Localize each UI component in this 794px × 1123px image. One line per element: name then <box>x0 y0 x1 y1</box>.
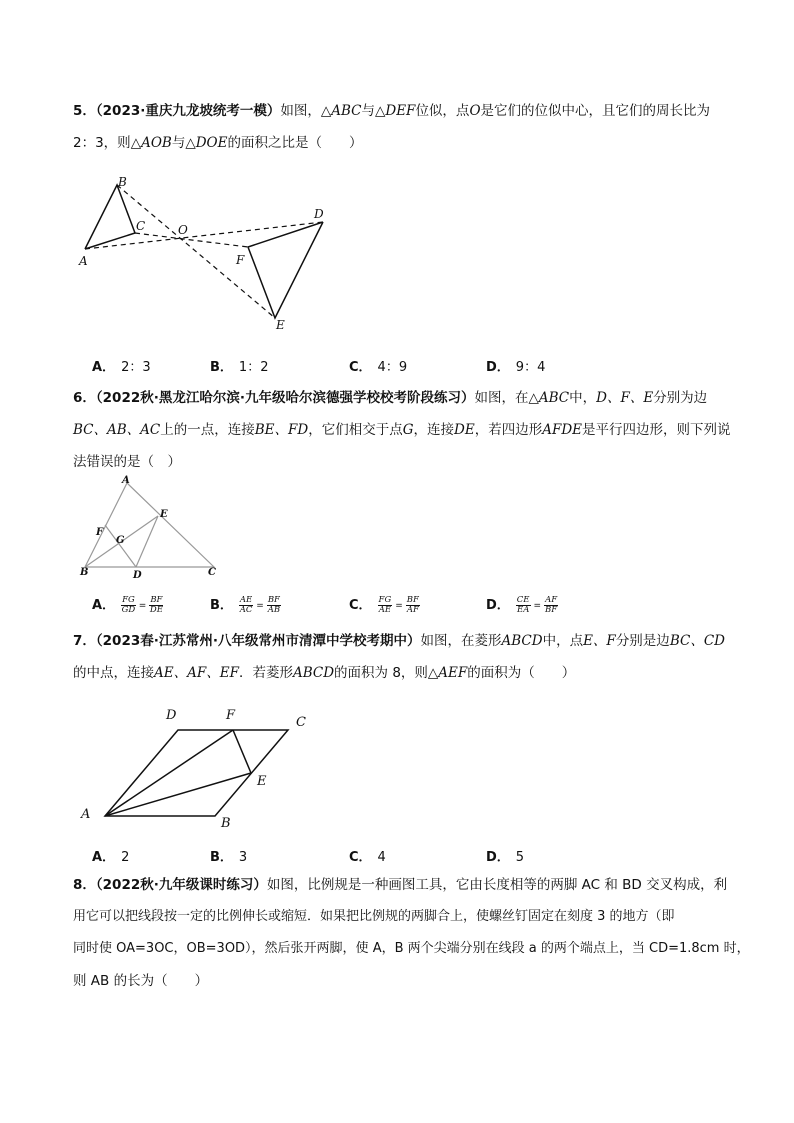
q5-text: 是它们的位似中心，且它们的周长比为 <box>480 103 711 119</box>
numerator: AF <box>545 595 558 605</box>
option-label: D． <box>486 360 510 375</box>
q8-text: 则 AB 的长为（ ） <box>73 973 209 989</box>
q8-text: 用它可以把线段按一定的比例伸长或缩短．如果把比例规的两脚合上，使螺丝钉固定在刻度 3 的地方（即 <box>73 909 675 924</box>
q7-text: 如图，在菱形 <box>420 633 502 649</box>
q8-number: 8． <box>73 877 96 893</box>
q7-rhombus: ABCD <box>292 665 335 681</box>
q5-line-2 <box>73 133 723 153</box>
q7-segment-ae <box>105 773 251 816</box>
q5-dashed-be <box>117 185 275 318</box>
q6-option-a[interactable]: A． $\frac{FG}{GD}$ = $\frac{BF}{DE}$ <box>92 595 163 615</box>
q5-option-d[interactable] <box>486 356 545 375</box>
q6-text: 是平行四边形，则下列说 <box>582 422 731 438</box>
q7-points: E、F <box>583 633 616 649</box>
q5-label-f: F <box>236 253 245 267</box>
q7-label-f: F <box>226 708 236 723</box>
q6-label-g: G <box>116 535 125 546</box>
q5-source: （2023·重庆九龙坡统考一模） <box>95 103 281 119</box>
q7-label-c: C <box>296 715 306 730</box>
q7-number: 7． <box>73 633 96 649</box>
q7-option-a[interactable] <box>92 846 129 865</box>
q6-points: D、F、E <box>596 390 654 406</box>
q5-option-a[interactable] <box>92 356 151 375</box>
q7-text: 中，点 <box>542 633 584 649</box>
q8-line-3 <box>73 939 750 959</box>
q6-segment-de: DE <box>454 422 475 438</box>
q6-label-c: C <box>208 567 216 578</box>
q7-line-1 <box>73 631 723 651</box>
q5-label-a: A <box>79 254 88 268</box>
q5-triangle-abc <box>85 185 135 249</box>
q6-options <box>92 594 692 618</box>
fraction <box>121 596 136 615</box>
q6-point-g: G <box>402 422 414 438</box>
q7-option-d[interactable] <box>486 846 524 865</box>
option-label: C． <box>349 360 372 375</box>
q5-tri-aob: △AOB <box>130 135 172 151</box>
q6-figure <box>75 474 235 584</box>
q7-text: ．若菱形 <box>238 665 293 681</box>
q7-source: （2023春·江苏常州·八年级常州市清潭中学校考期中） <box>95 633 421 649</box>
q8-text: 如图，比例规是一种画图工具，它由长度相等的两脚 AC 和 BD 交叉构成，利 <box>266 877 728 893</box>
numerator: AE <box>239 595 253 605</box>
q5-number: 5． <box>73 103 96 119</box>
q5-dashed-ad <box>85 222 323 249</box>
q6-label-d: D <box>133 570 142 581</box>
numerator: FG <box>122 595 135 605</box>
q5-dashed-cf <box>135 233 248 247</box>
option-label: D． <box>486 850 510 865</box>
q5-line-1 <box>73 101 723 121</box>
q5-text: 位似，点 <box>415 103 470 119</box>
q6-text: 中， <box>569 390 597 406</box>
q5-label-o: O <box>178 223 188 237</box>
q6-tri-abc: △ABC <box>528 390 570 406</box>
fraction <box>239 596 253 615</box>
q5-text: 如图， <box>280 103 321 119</box>
option-label: D． <box>486 598 510 613</box>
option-text: 1：2 <box>238 360 269 375</box>
q5-figure <box>75 172 345 332</box>
q5-label-d: D <box>314 207 324 221</box>
numerator: BF <box>267 595 280 605</box>
q8-text: 同时使 OA=3OC，OB=3OD），然后张开两脚，使 A，B 两个尖端分别在线段 a 的两个端点上，当 CD=1.8cm 时， <box>73 941 750 956</box>
q7-line-2 <box>73 663 723 683</box>
q6-text: 上的一点，连接 <box>160 422 255 438</box>
numerator: BF <box>150 595 163 605</box>
fraction <box>267 596 281 615</box>
q7-sides: BC、CD <box>669 633 725 649</box>
q5-tri-abc: △ABC <box>320 103 362 119</box>
option-text: 2：3 <box>121 360 151 375</box>
q5-tri-doe: △DOE <box>185 135 228 151</box>
numerator: FG <box>378 595 392 605</box>
q6-line-1 <box>73 388 723 408</box>
q5-tri-def: △DEF <box>375 103 416 119</box>
q7-option-c[interactable] <box>349 846 386 865</box>
q6-text: 如图，在 <box>474 390 529 406</box>
q5-text: 的面积之比是（ ） <box>227 135 363 151</box>
q5-label-b: B <box>118 175 127 189</box>
option-text: 3 <box>238 850 248 865</box>
q6-quad-afde: AFDE <box>542 422 582 438</box>
q7-text: 的面积为 8，则 <box>334 665 428 681</box>
q6-number: 6． <box>73 390 96 406</box>
q6-source: （2022秋·黑龙江哈尔滨·九年级哈尔滨德强学校校考阶段练习） <box>95 390 475 406</box>
option-text: 5 <box>515 850 525 865</box>
q6-sides: BC、AB、AC <box>73 422 161 438</box>
q7-segment-af <box>105 730 233 816</box>
q6-text: 分别为边 <box>653 390 708 406</box>
q6-option-c[interactable]: C． $\frac{FG}{AE}$ = $\frac{BF}{AF}$ <box>349 595 419 615</box>
q5-text: 2：3，则 <box>73 135 131 151</box>
q6-text: ，若四边形 <box>474 422 543 438</box>
denominator: AC <box>239 605 253 615</box>
denominator: BF <box>545 605 558 615</box>
fraction <box>149 596 163 615</box>
option-label: B． <box>210 360 233 375</box>
q7-label-d: D <box>166 708 177 723</box>
option-label: C． <box>349 850 372 865</box>
q7-segments: AE、AF、EF <box>154 665 239 681</box>
q7-text: 的面积为（ ） <box>467 665 576 681</box>
option-text: 4：9 <box>377 360 408 375</box>
denominator: GD <box>121 605 136 615</box>
fraction <box>516 596 531 615</box>
q6-option-b[interactable]: B． $\frac{AE}{AC}$ = $\frac{BF}{AB}$ <box>210 595 281 615</box>
q7-label-e: E <box>257 774 267 789</box>
option-label: A． <box>92 360 116 375</box>
q7-label-a: A <box>81 807 91 822</box>
q5-text: 与 <box>171 135 186 151</box>
option-label: C． <box>349 598 372 613</box>
option-label: A． <box>92 850 116 865</box>
q6-label-f: F <box>96 527 104 538</box>
q8-line-2 <box>73 907 723 927</box>
numerator: CE <box>516 595 530 605</box>
denominator: AB <box>267 605 281 615</box>
fraction <box>378 596 393 615</box>
q6-line-3 <box>73 452 723 472</box>
q7-text: 分别是边 <box>615 633 670 649</box>
fraction <box>406 596 420 615</box>
option-label: B． <box>210 598 233 613</box>
q5-point-o: O <box>469 103 481 119</box>
q6-triangle-abc <box>85 483 214 567</box>
q5-label-c: C <box>136 219 146 233</box>
q7-options <box>92 846 692 870</box>
q7-rhombus: ABCD <box>501 633 543 649</box>
denominator: AE <box>378 605 392 615</box>
q7-text: 的中点，连接 <box>73 665 154 681</box>
q7-rhombus-abcd <box>105 730 288 816</box>
option-text: 4 <box>377 850 386 865</box>
q6-label-e: E <box>160 509 168 520</box>
denominator: DE <box>149 605 163 615</box>
option-label: A． <box>92 598 116 613</box>
q7-tri-aef: △AEF <box>427 665 468 681</box>
q6-text: 法错误的是（ ） <box>73 454 181 470</box>
denominator: AF <box>406 605 419 615</box>
q7-figure <box>75 700 325 835</box>
fraction <box>544 596 558 615</box>
q8-line-4 <box>73 971 723 991</box>
option-label: B． <box>210 850 233 865</box>
q6-segments: BE、FD <box>254 422 309 438</box>
q5-triangle-def <box>248 222 323 318</box>
denominator: EA <box>516 605 530 615</box>
q5-label-e: E <box>276 318 285 332</box>
q6-line-2 <box>73 420 731 440</box>
numerator: BF <box>406 595 419 605</box>
q6-text: ，它们相交于点 <box>308 422 403 438</box>
q6-segment-fd <box>105 525 136 567</box>
q6-option-d[interactable]: D． $\frac{CE}{EA}$ = $\frac{AF}{BF}$ <box>486 595 558 615</box>
q6-text: ，连接 <box>413 422 455 438</box>
q5-options <box>92 356 692 380</box>
option-text: 9：4 <box>515 360 546 375</box>
q8-line-1 <box>73 875 728 895</box>
q7-segment-ef <box>233 730 251 773</box>
q5-text: 与 <box>361 103 375 119</box>
option-text: 2 <box>121 850 130 865</box>
q6-label-b: B <box>80 567 89 578</box>
q5-option-c[interactable] <box>349 356 407 375</box>
q7-label-b: B <box>221 816 231 831</box>
q5-option-b[interactable] <box>210 356 268 375</box>
q6-label-a: A <box>122 475 130 486</box>
q7-option-b[interactable] <box>210 846 247 865</box>
q8-source: （2022秋·九年级课时练习） <box>95 877 267 893</box>
